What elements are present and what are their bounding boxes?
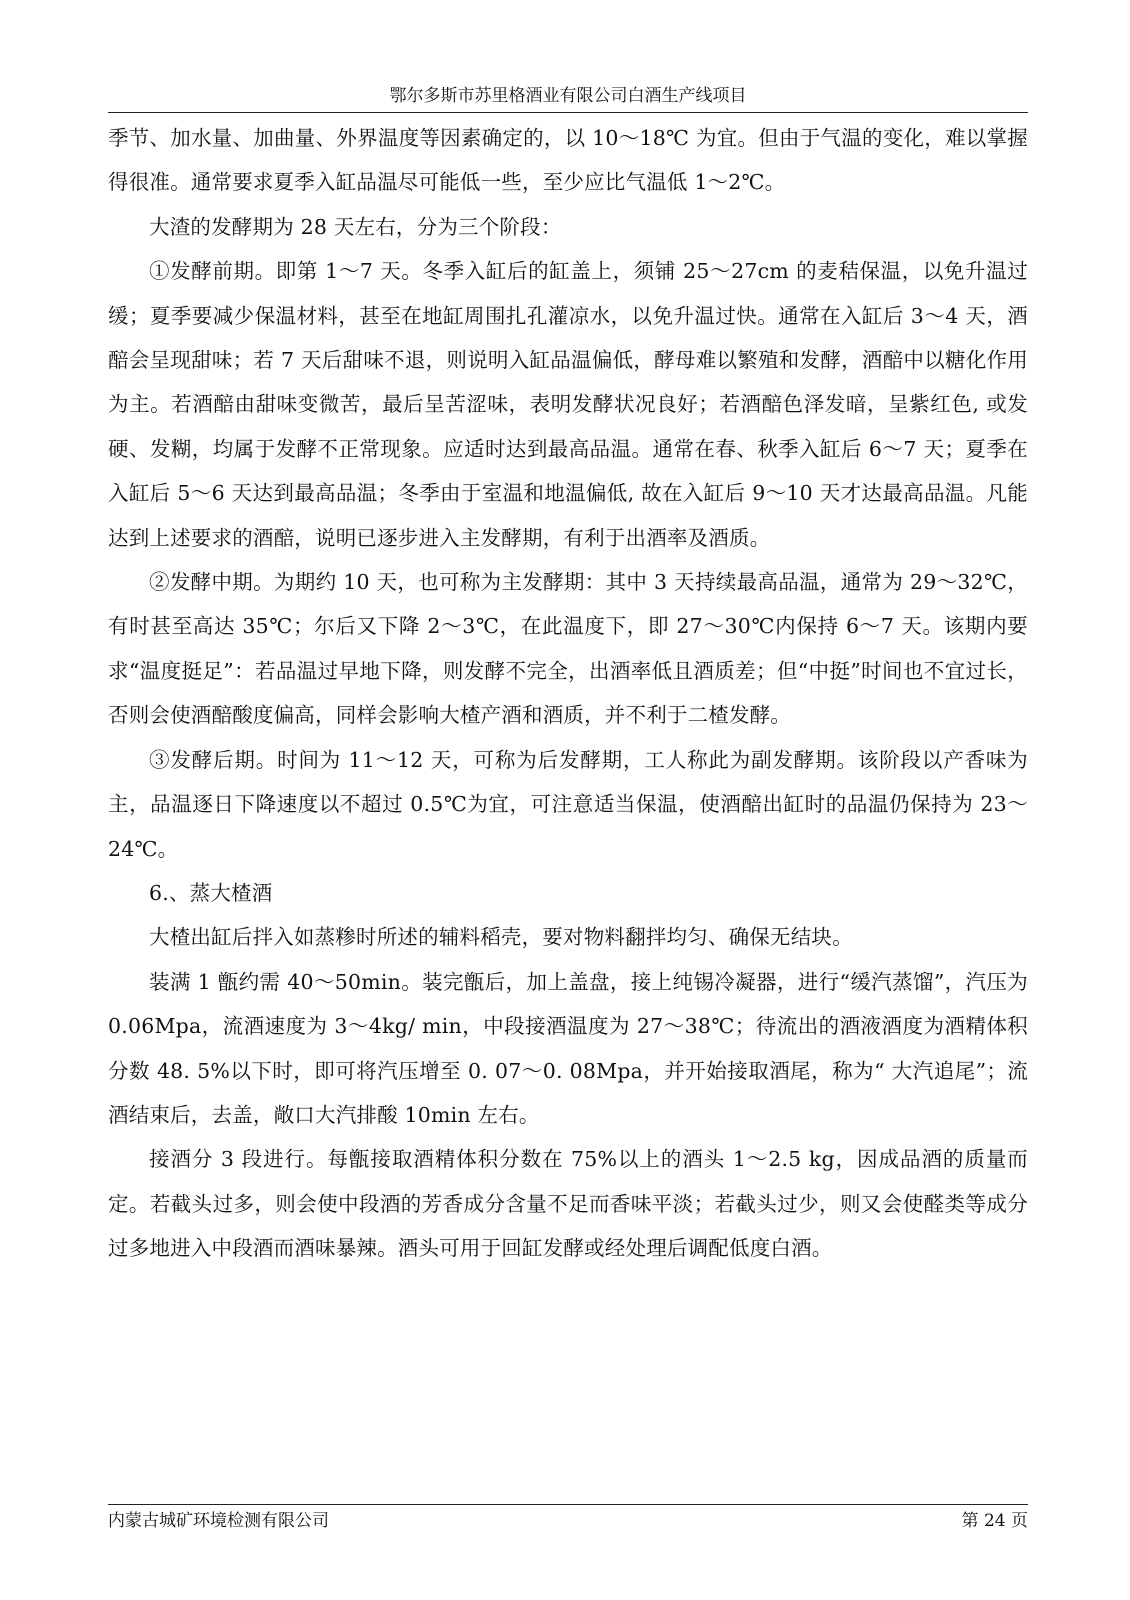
footer-company: 内蒙古城矿环境检测有限公司 xyxy=(108,1511,329,1531)
paragraph-3: ①发酵前期。即第 1～7 天。冬季入缸后的缸盖上，须铺 25～27cm 的麦秸保温，以免升温过缓；夏季要减少保温材料，甚至在地缸周围扎孔灌凉水，以免升温过快。通常在入缸后 3～4 天，酒醅会呈现甜味；若 7 天后甜味不退，则说明入缸品温偏低，酵母难以繁殖和发酵，酒醅中以糖化作用为主。若酒醅由甜味变微苦，最后呈苦涩味，表明发酵状况良好；若酒醅色泽发暗，呈紫红色, 或发硬、发糊，均属于发酵不正常现象。应适时达到最高品温。通常在春、秋季入缸后 6～7 天；夏季在入缸后 5～6 天达到最高品温；冬季由于室温和地温偏低, 故在入缸后 9～10 天才达最高品温。凡能达到上述要求的酒醅，说明已逐步进入主发酵期，有利于出酒率及酒质。 xyxy=(108,259,1028,550)
paragraph-1: 季节、加水量、加曲量、外界温度等因素确定的，以 10～18℃ 为宜。但由于气温的变化，难以掌握得很准。通常要求夏季入缸品温尽可能低一些，至少应比气温低 1～2℃。 xyxy=(108,126,1028,195)
page-footer xyxy=(108,1504,1028,1533)
document-body xyxy=(108,116,1028,1271)
header-title: 鄂尔多斯市苏里格酒业有限公司白酒生产线项目 xyxy=(389,86,747,106)
paragraph-4: ②发酵中期。为期约 10 天，也可称为主发酵期：其中 3 天持续最高品温，通常为 29～32℃，有时甚至高达 35℃；尔后又下降 2～3℃，在此温度下，即 27～30℃内保持 6～7 天。该期内要求“温度挺足”：若品温过早地下降，则发酵不完全，出酒率低且酒质差；但“中挺”时间也不宜过长，否则会使酒醅酸度偏高，同样会影响大楂产酒和酒质，并不利于二楂发酵。 xyxy=(108,570,1028,728)
paragraph-7: 大楂出缸后拌入如蒸糁时所述的辅料稻壳，要对物料翻拌均匀、确保无结块。 xyxy=(149,925,853,950)
paragraph-8: 装满 1 甑约需 40～50min。装完甑后，加上盖盘，接上纯锡冷凝器，进行“缓汽蒸馏”，汽压为 0.06Mpa，流酒速度为 3～4kg/ min，中段接酒温度为 27～38℃；待流出的酒液酒度为酒精体积分数 48. 5%以下时，即可将汽压增至 0. 07～0. 08Mpa，并开始接取酒尾，称为“ 大汽追尾”；流酒结束后，去盖，敞口大汽排酸 10min 左右。 xyxy=(108,969,1028,1127)
paragraph-2: 大渣的发酵期为 28 天左右，分为三个阶段： xyxy=(149,214,562,239)
page-number: 第 24 页 xyxy=(961,1511,1028,1531)
paragraph-9: 接酒分 3 段进行。每甑接取酒精体积分数在 75%以上的酒头 1～2.5 kg，因成品酒的质量而定。若截头过多，则会使中段酒的芳香成分含量不足而香味平淡；若截头过少，则又会使醛类等成分过多地进入中段酒而酒味暴辣。酒头可用于回缸发酵或经处理后调配低度白酒。 xyxy=(108,1147,1028,1261)
page-header xyxy=(108,84,1028,113)
section-heading: 6.、蒸大楂酒 xyxy=(149,880,273,905)
paragraph-5: ③发酵后期。时间为 11～12 天，可称为后发酵期，工人称此为副发酵期。该阶段以产香味为主，品温逐日下降速度以不超过 0.5℃为宜，可注意适当保温，使酒醅出缸时的品温仍保持为 23～24℃。 xyxy=(108,747,1028,861)
